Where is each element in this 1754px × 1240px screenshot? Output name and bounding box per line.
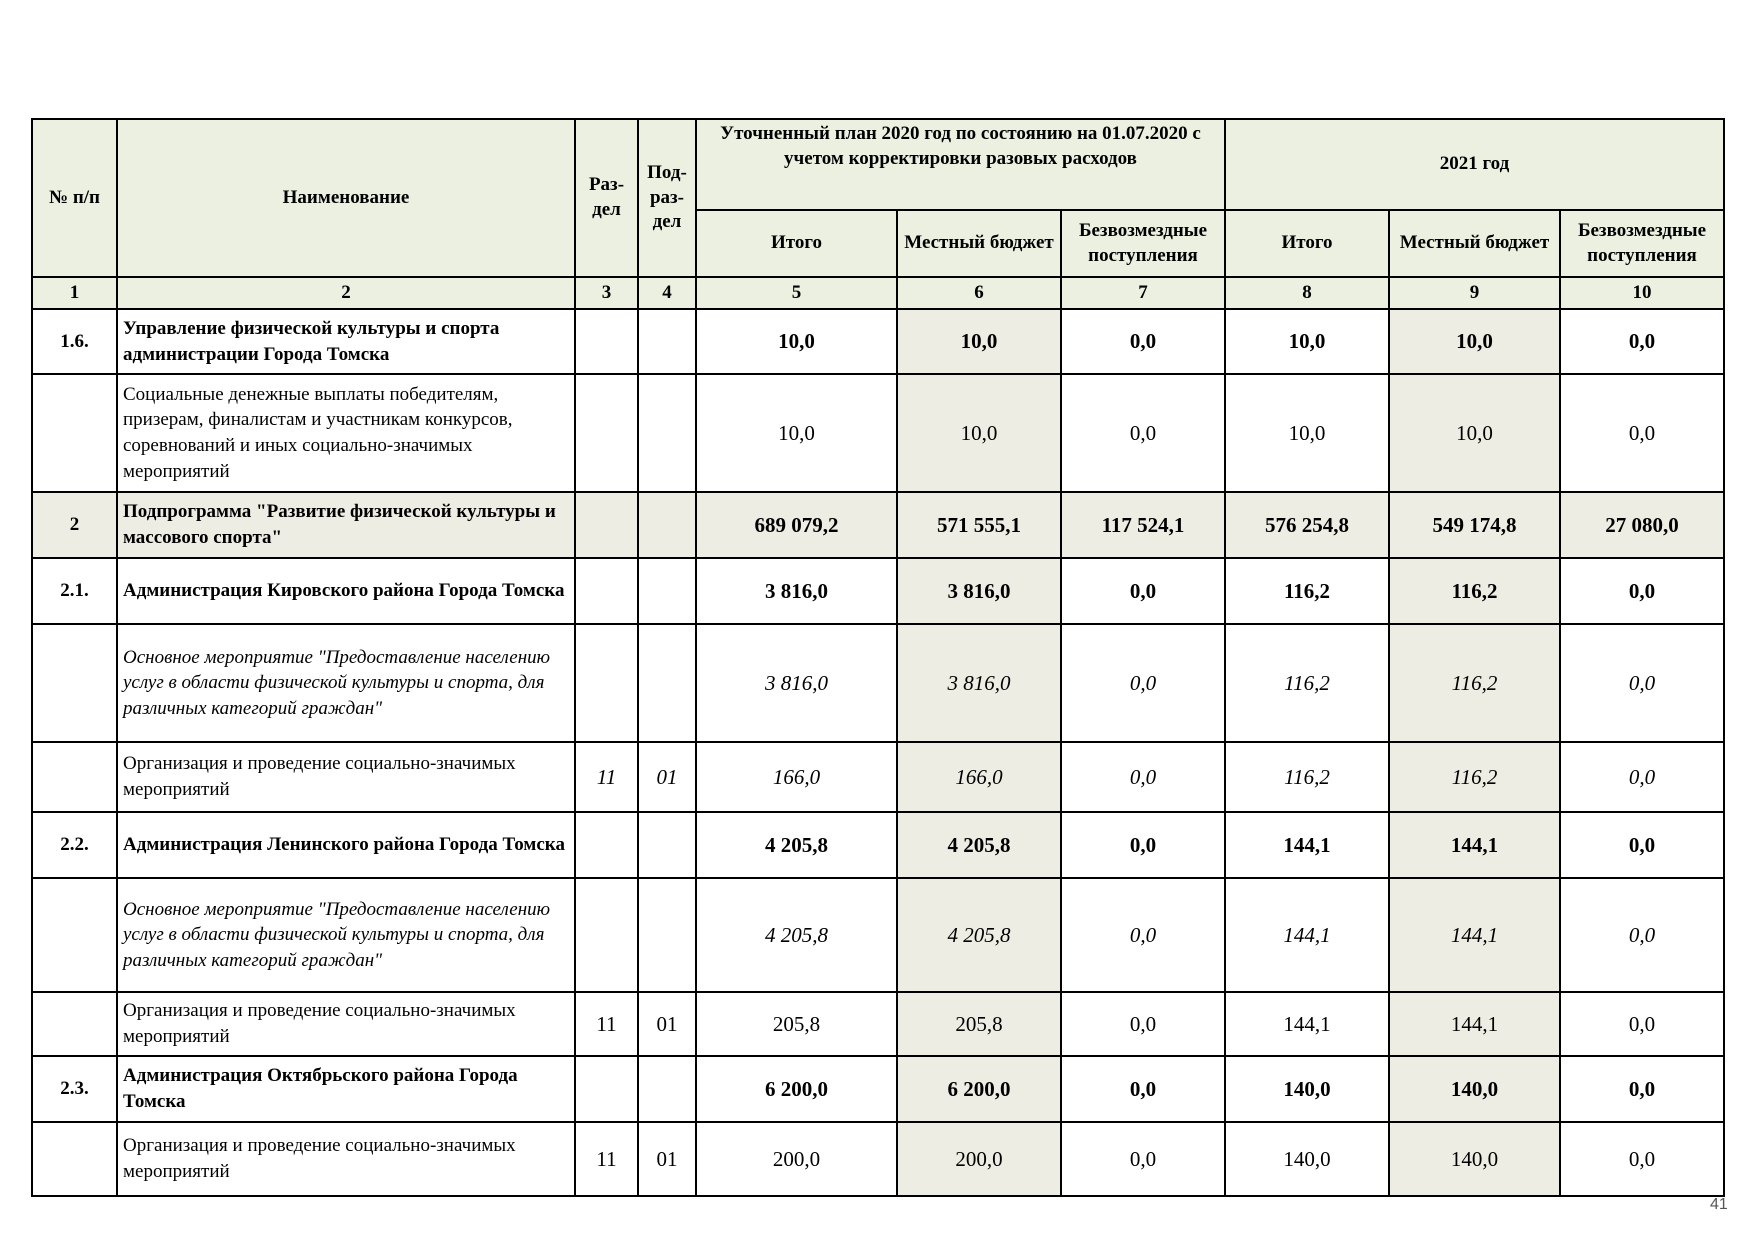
row-name: Организация и проведение социально-значимых мероприятий [117,1122,575,1196]
header-podrazdel: Под-раз-дел [638,119,696,277]
row-name: Администрация Кировского района Города Томска [117,558,575,624]
row-name: Администрация Ленинского района Города Томска [117,812,575,878]
row-index [32,878,117,992]
header-razdel: Раз-дел [575,119,638,277]
value-2020-itogo: 205,8 [696,992,897,1056]
row-name: Подпрограмма "Развитие физической культуры и массового спорта" [117,492,575,558]
row-podrazdel [638,878,696,992]
row-index [32,742,117,812]
row-index [32,992,117,1056]
value-2021-itogo: 144,1 [1225,992,1389,1056]
row-index [32,624,117,742]
row-name: Управление физической культуры и спорта администрации Города Томска [117,309,575,374]
value-2020-itogo: 689 079,2 [696,492,897,558]
value-2020-itogo: 10,0 [696,309,897,374]
row-podrazdel [638,558,696,624]
row-razdel [575,309,638,374]
row-index: 1.6. [32,309,117,374]
value-2021-itogo: 116,2 [1225,742,1389,812]
header-num: № п/п [32,119,117,277]
table-row [32,492,1724,558]
row-razdel [575,624,638,742]
column-number: 9 [1389,277,1560,309]
budget-table [31,118,1725,1197]
value-2021-itogo: 144,1 [1225,878,1389,992]
value-2020-free: 0,0 [1061,812,1225,878]
row-razdel: 11 [575,742,638,812]
value-2021-local: 140,0 [1389,1122,1560,1196]
table-row [32,1122,1724,1196]
value-2021-itogo: 10,0 [1225,309,1389,374]
row-name: Организация и проведение социально-значимых мероприятий [117,992,575,1056]
row-name: Организация и проведение социально-значимых мероприятий [117,742,575,812]
header-group-2020: Уточненный план 2020 год по состоянию на 01.07.2020 с учетом корректировки разовых расходов [696,119,1225,210]
value-2021-local: 116,2 [1389,624,1560,742]
row-podrazdel: 01 [638,742,696,812]
value-2020-local: 6 200,0 [897,1056,1061,1122]
row-name: Администрация Октябрьского района Города Томска [117,1056,575,1122]
value-2020-itogo: 3 816,0 [696,624,897,742]
row-index: 2.2. [32,812,117,878]
row-razdel: 11 [575,1122,638,1196]
value-2020-local: 166,0 [897,742,1061,812]
value-2021-free: 0,0 [1560,1122,1724,1196]
row-razdel [575,558,638,624]
value-2020-free: 0,0 [1061,1056,1225,1122]
value-2021-local: 10,0 [1389,374,1560,492]
value-2020-itogo: 4 205,8 [696,812,897,878]
table-row [32,624,1724,742]
row-podrazdel [638,374,696,492]
value-2020-itogo: 200,0 [696,1122,897,1196]
header-2020-local: Местный бюджет [897,210,1061,277]
value-2020-local: 3 816,0 [897,558,1061,624]
value-2021-free: 0,0 [1560,374,1724,492]
row-razdel [575,492,638,558]
value-2020-local: 3 816,0 [897,624,1061,742]
row-index: 2 [32,492,117,558]
value-2021-free: 0,0 [1560,878,1724,992]
value-2021-itogo: 576 254,8 [1225,492,1389,558]
value-2021-free: 0,0 [1560,558,1724,624]
value-2020-itogo: 6 200,0 [696,1056,897,1122]
column-number: 10 [1560,277,1724,309]
row-razdel [575,812,638,878]
value-2020-free: 0,0 [1061,742,1225,812]
value-2021-free: 0,0 [1560,742,1724,812]
row-index: 2.1. [32,558,117,624]
value-2021-local: 116,2 [1389,742,1560,812]
value-2020-local: 10,0 [897,374,1061,492]
column-number: 8 [1225,277,1389,309]
value-2021-local: 140,0 [1389,1056,1560,1122]
value-2021-free: 0,0 [1560,812,1724,878]
value-2020-free: 0,0 [1061,1122,1225,1196]
value-2020-local: 205,8 [897,992,1061,1056]
value-2021-free: 0,0 [1560,1056,1724,1122]
header-2021-free: Безвозмездные поступления [1560,210,1724,277]
header-2021-local: Местный бюджет [1389,210,1560,277]
table-row [32,558,1724,624]
value-2020-free: 117 524,1 [1061,492,1225,558]
table-row [32,309,1724,374]
row-index [32,374,117,492]
row-podrazdel [638,309,696,374]
column-number: 1 [32,277,117,309]
value-2021-itogo: 116,2 [1225,558,1389,624]
value-2021-local: 144,1 [1389,992,1560,1056]
value-2020-itogo: 166,0 [696,742,897,812]
value-2021-free: 0,0 [1560,309,1724,374]
value-2021-local: 116,2 [1389,558,1560,624]
table-row [32,374,1724,492]
page-number: 41 [1710,1196,1728,1213]
value-2020-itogo: 10,0 [696,374,897,492]
header-2021-itogo: Итого [1225,210,1389,277]
value-2020-free: 0,0 [1061,624,1225,742]
value-2021-itogo: 10,0 [1225,374,1389,492]
value-2020-local: 4 205,8 [897,812,1061,878]
value-2021-local: 144,1 [1389,812,1560,878]
header-group-2021: 2021 год [1225,119,1724,210]
header-name: Наименование [117,119,575,277]
value-2021-local: 10,0 [1389,309,1560,374]
column-number: 4 [638,277,696,309]
table-row [32,878,1724,992]
row-podrazdel [638,492,696,558]
table-row [32,812,1724,878]
value-2021-itogo: 140,0 [1225,1122,1389,1196]
row-name: Социальные денежные выплаты победителям, призерам, финалистам и участникам конкурсов, соревнований и иных социально-значимых мероприятий [117,374,575,492]
row-podrazdel: 01 [638,992,696,1056]
header-2020-itogo: Итого [696,210,897,277]
column-number: 5 [696,277,897,309]
table-row [32,742,1724,812]
value-2020-local: 10,0 [897,309,1061,374]
value-2020-free: 0,0 [1061,992,1225,1056]
value-2021-itogo: 116,2 [1225,624,1389,742]
value-2020-itogo: 4 205,8 [696,878,897,992]
row-razdel [575,1056,638,1122]
value-2020-local: 200,0 [897,1122,1061,1196]
value-2021-free: 0,0 [1560,624,1724,742]
row-podrazdel [638,1056,696,1122]
value-2021-itogo: 144,1 [1225,812,1389,878]
value-2021-free: 0,0 [1560,992,1724,1056]
value-2020-local: 571 555,1 [897,492,1061,558]
row-index: 2.3. [32,1056,117,1122]
row-podrazdel [638,624,696,742]
row-razdel [575,374,638,492]
value-2020-free: 0,0 [1061,309,1225,374]
value-2020-itogo: 3 816,0 [696,558,897,624]
column-number: 3 [575,277,638,309]
row-razdel: 11 [575,992,638,1056]
value-2021-free: 27 080,0 [1560,492,1724,558]
row-razdel [575,878,638,992]
row-name: Основное мероприятие "Предоставление населению услуг в области физической культуры и спорта, для различных категорий граждан" [117,624,575,742]
column-number: 2 [117,277,575,309]
table-body [32,309,1724,1196]
row-index [32,1122,117,1196]
row-podrazdel [638,812,696,878]
row-podrazdel: 01 [638,1122,696,1196]
value-2020-free: 0,0 [1061,878,1225,992]
value-2021-local: 549 174,8 [1389,492,1560,558]
value-2021-local: 144,1 [1389,878,1560,992]
header-2020-free: Безвозмездные поступления [1061,210,1225,277]
table-row [32,992,1724,1056]
value-2020-free: 0,0 [1061,558,1225,624]
column-number: 6 [897,277,1061,309]
column-number: 7 [1061,277,1225,309]
row-name: Основное мероприятие "Предоставление населению услуг в области физической культуры и спорта, для различных категорий граждан" [117,878,575,992]
value-2020-local: 4 205,8 [897,878,1061,992]
table-row [32,1056,1724,1122]
value-2021-itogo: 140,0 [1225,1056,1389,1122]
value-2020-free: 0,0 [1061,374,1225,492]
